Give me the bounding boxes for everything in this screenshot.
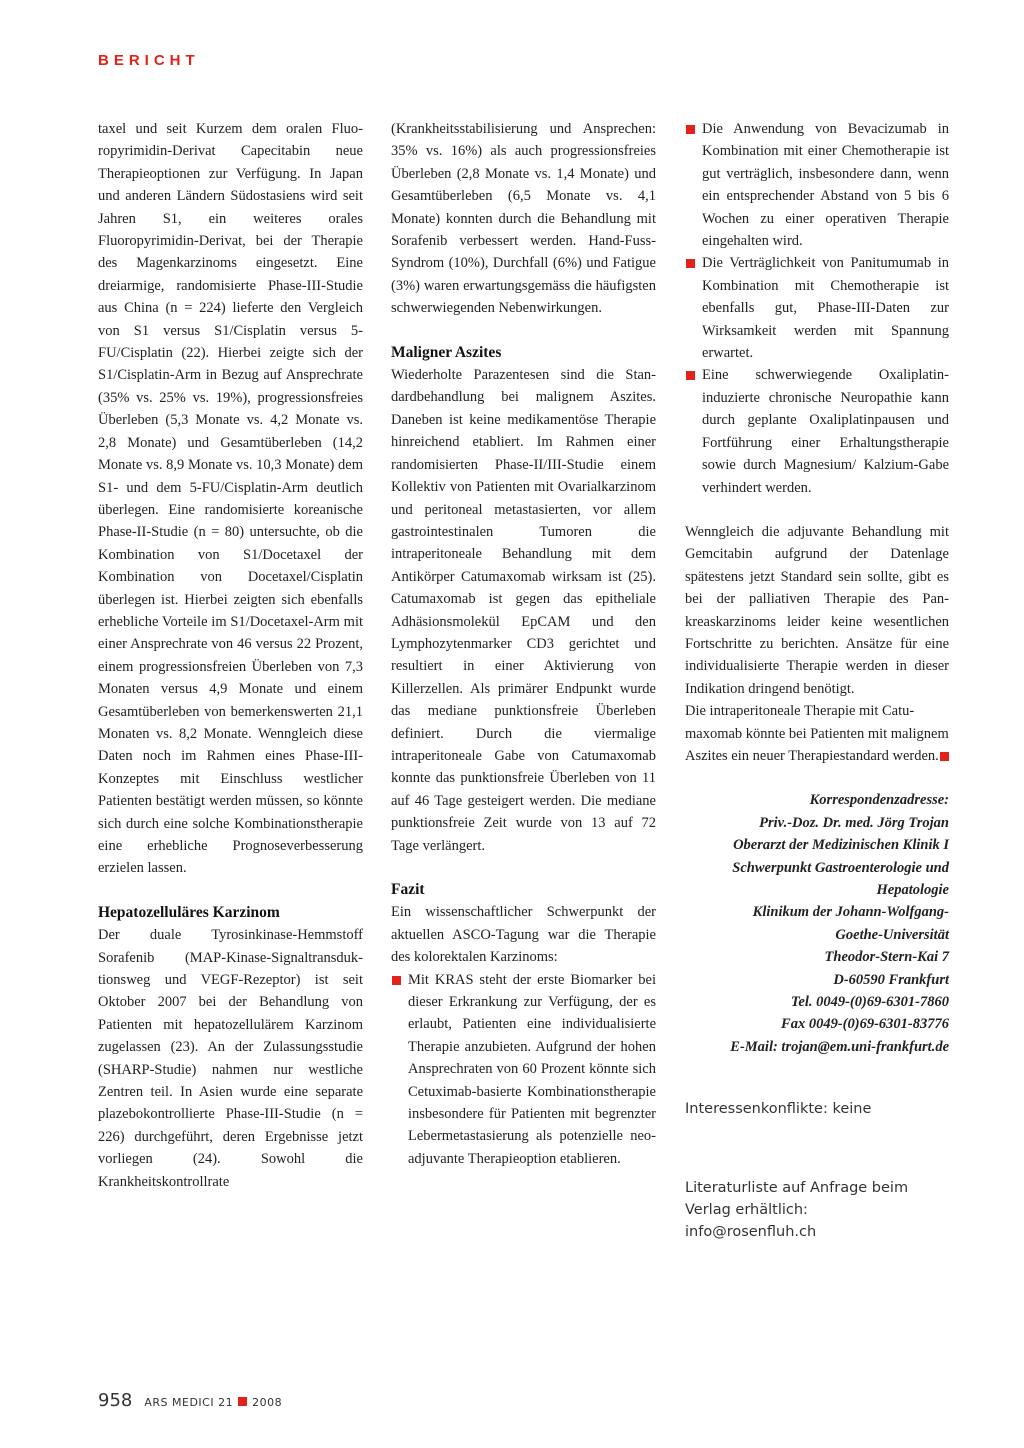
footer-square-icon xyxy=(238,1397,247,1406)
bullet-item xyxy=(685,118,949,252)
bullet-item xyxy=(685,252,949,364)
corr-street: Theodor-Stern-Kai 7 xyxy=(824,949,949,966)
heading-conclusion: Fazit xyxy=(391,881,425,898)
corr-city: D-60590 Frankfurt xyxy=(833,971,949,988)
corr-label: Korrespondenzadresse: xyxy=(809,792,949,809)
corr-clinic-line-2: Goethe-Universität xyxy=(835,926,949,943)
column-1 xyxy=(98,118,363,1193)
heading-ascites: Maligner Aszites xyxy=(391,343,502,361)
bullet-square-icon xyxy=(686,125,695,134)
publisher-email: info@rosenfluh.ch xyxy=(685,1224,817,1241)
literature-note: Literaturliste auf Anfrage beim Verlag erhältlich: xyxy=(685,1179,909,1219)
journal-year: 2008 xyxy=(252,1396,283,1409)
page-number: 958 xyxy=(98,1390,133,1411)
correspondence-address xyxy=(685,789,949,1058)
heading-hepatocellular: Hepatozelluläres Karzinom xyxy=(98,903,280,921)
bullet-item xyxy=(391,969,656,1171)
end-of-article-icon xyxy=(940,752,949,761)
bullet-text: Die Anwendung von Bevacizumab in Kombination mit einer Chemotherapie ist gut verträglich, insbesondere dann, wenn ein entsprechender Abstand von 5 bis 6 Wochen zu einer operativen Therapie eingehalten wird. xyxy=(702,121,949,250)
bullet-item xyxy=(685,364,949,498)
corr-focus-line-2: Hepatologie xyxy=(876,882,949,898)
column-3 xyxy=(685,118,949,1244)
body-paragraph: Der duale Tyrosinkinase-Hemmstoff Sorafenib (MAP-Kinase-Signaltransduktionsweg und VEGF-Rezeptor) ist seit Oktober 2007 bei der Behandlung von Patienten mit hepatozellulärem Karzinom zugelassen (23). An der Zulassungsstudie (SHARP-Studie) nahmen nur westliche Zentren teil. In Asien wurde eine separate plazebokontrollierte Phase-III-Studie (n = 226) durchgeführt, deren Ergebnisse jetzt vorliegen (24). Sowohl die Krankheitskontrollrate xyxy=(98,927,363,1190)
closing-text: Die intraperitoneale Therapie mit Catumaxomab könnte bei Patienten mit malignem Aszites ein neuer Therapiestandard werden. xyxy=(685,703,949,764)
bullet-square-icon xyxy=(392,976,401,985)
body-paragraph xyxy=(685,700,949,767)
corr-fax: Fax 0049-(0)69-6301-83776 xyxy=(781,1016,949,1033)
corr-clinic-line-1: Klinikum der Johann-Wolfgang- xyxy=(752,904,949,921)
corr-name: Priv.-Doz. Dr. med. Jörg Trojan xyxy=(759,814,949,831)
body-paragraph: Ein wissenschaftlicher Schwerpunkt der aktuellen ASCO-Tagung war die Therapie des kolorektalen Karzinoms: xyxy=(391,904,656,966)
corr-phone: Tel. 0049-(0)69-6301-7860 xyxy=(790,994,949,1011)
body-paragraph: Wenngleich die adjuvante Behandlung mit Gemcitabin aufgrund der Datenlage spätestens jetzt Standard sein sollte, gibt es bei der palliativen Therapie des Pankreaskarzinoms leider keine wesentlichen Fortschritte zu berichten. Ansätze für eine individualisierte Therapie werden in dieser Indikation dringend benötigt. xyxy=(685,523,949,697)
bullet-square-icon xyxy=(686,371,695,380)
body-paragraph: (Krankheitsstabilisierung und Ansprechen: 35% vs. 16%) als auch progressionsfreies Überleben (2,8 Monate vs. 1,4 Monate) und Gesamtüberleben (6,5 Monate vs. 4,1 Monate) konnten durch die Behandlung mit Sorafenib verbessert werden. Hand-Fuss-Syndrom (10%), Durchfall (6%) und Fatigue (3%) waren erwartungsgemäss die häufigsten schwerwiegenden Nebenwirkungen. xyxy=(391,121,656,317)
bullet-text: Die Verträglichkeit von Panitumumab in Kombination mit Chemotherapie ist ebenfalls gut, Phase-III-Daten zur Wirksamkeit werden mit Spannung erwartet. xyxy=(702,255,949,362)
body-paragraph: Wiederholte Parazentesen sind die Standardbehandlung bei malignem Aszites. Daneben ist keine medikamentöse Therapie hinreichend etabliert. Im Rahmen einer randomisierten Phase-II/III-Studie einem Kollektiv von Patienten mit Ovarialkarzinom und peritoneal metastasierten, vor allem gastrointestinalen Tumoren die intraperitoneale Behandlung mit dem Antikörper Catumaxomab wirksam ist (25). Catumaxomab ist gegen das epitheliale Adhäsionsmolekül EpCAM und den Lymphozytenmarker CD3 gerichtet und resultiert in einer Aktivierung von Killerzellen. Als primärer Endpunkt wurde das mediane punktionsfreie Überleben definiert. Durch die viermalige intraperitoneale Gabe von Catumaxomab konnte das punktionsfreie Überleben von 11 auf 46 Tage gesteigert werden. Die mediane punktionsfreie Zeit wurde von 13 auf 72 Tage verlängert. xyxy=(391,367,656,854)
body-paragraph: taxel und seit Kurzem dem oralen Fluoropyrimidin-Derivat Capecitabin neue Therapieoptionen zur Verfügung. In Japan und anderen Ländern Südostasiens wird seit Jahren S1, ein weiteres orales Fluoropyrimidin-Derivat, bei der Therapie des Magenkarzinoms eingesetzt. Eine dreiarmige, randomisierte Phase-III-Studie aus China (n = 224) lieferte den Vergleich von S1 versus S1/Cisplatin versus 5-FU/Cisplatin (22). Hierbei zeigte sich der S1/Cisplatin-Arm in Bezug auf Ansprechrate (35% vs. 25% vs. 19%), progressionsfreies Überleben (5,3 Monate vs. 4,2 Monate vs. 2,8 Monate) und Gesamtüberleben (14,2 Monate vs. 8,9 Monate vs. 10,3 Monate) dem S1- und dem 5-FU/Cisplatin-Arm deutlich überlegen. Eine randomisierte koreanische Phase-II-Studie (n = 80) untersuchte, ob die Kombination von S1/Docetaxel der Kombination von Docetaxel/Cisplatin überlegen ist. Hierbei zeigten sich ebenfalls erhebliche Vorteile im S1/Docetaxel-Arm mit einer Ansprechrate von 46 versus 22 Prozent, einem progressionsfreien Überleben von 7,3 Monaten versus 4,9 Monate und einem Gesamtüberleben von bemerkenswerten 21,1 Monaten vs. 8,2 Monate. Wenngleich diese Daten noch im Rahmen eines Phase-III-Konzeptes mit Einschluss westlicher Patienten bestätigt werden müssen, so könnte sich durch eine solche Kombinationstherapie eine erhebliche Prognoseverbesserung erzielen lassen. xyxy=(98,121,363,877)
section-label: BERICHT xyxy=(98,52,200,69)
corr-focus-line-1: Schwerpunkt Gastroenterologie und xyxy=(732,859,949,876)
bullet-text: Eine schwerwiegende Oxaliplatin-induzierte chronische Neuropathie kann durch geplante Oxaliplatinpausen und Fortführung einer Erhaltungstherapie sowie durch Magnesium/ Kalzium-Gabe verhindert werden. xyxy=(702,367,949,496)
bullet-text: Mit KRAS steht der erste Biomarker bei dieser Erkrankung zur Verfügung, der es erlaubt, Patienten eine individualisierte Therapie anzubieten. Aufgrund der hohen Ansprechraten von 60 Prozent könnte sich Cetuximab-basierte Kombinationstherapie insbesondere für Patienten mit begrenzter Lebermetastasierung als potenzielle neoadjuvante Therapieoption etablieren. xyxy=(408,971,656,1167)
corr-position: Oberarzt der Medizinischen Klinik I xyxy=(733,837,949,854)
bullet-square-icon xyxy=(686,259,695,268)
column-2 xyxy=(391,118,656,1170)
page-footer xyxy=(98,1390,282,1411)
conflict-statement: Interessenkonflikte: keine xyxy=(685,1101,872,1118)
journal-name: ARS MEDICI 21 xyxy=(144,1396,234,1409)
corr-email: E-Mail: trojan@em.uni-frankfurt.de xyxy=(730,1038,949,1055)
